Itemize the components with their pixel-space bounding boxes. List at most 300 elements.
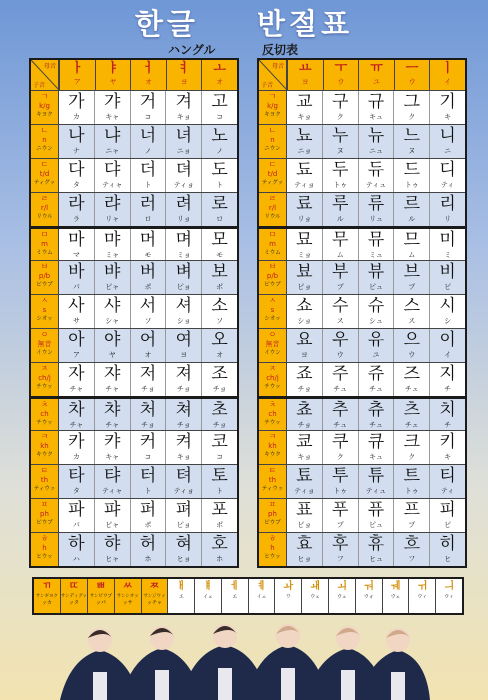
syllable-cell	[429, 431, 465, 464]
syllable-hangul: 디	[439, 160, 456, 180]
consonant-name: キウク	[264, 452, 281, 458]
syllable-katakana: チュ	[333, 421, 348, 429]
syllable-hangul: 랴	[103, 194, 121, 214]
syllable-katakana: オ	[216, 351, 224, 359]
left-syllable-row	[31, 328, 237, 362]
left-vowel-header	[59, 60, 95, 90]
syllable-katakana: ウ	[408, 351, 416, 359]
consonant-label	[259, 193, 287, 226]
syllable-hangul: 져	[175, 364, 192, 384]
syllable-hangul: 냐	[103, 126, 121, 146]
consonant-jamo: ㅇ	[268, 330, 277, 339]
syllable-cell	[94, 159, 130, 192]
syllable-katakana: ト	[216, 181, 224, 189]
syllable-hangul: 햐	[103, 534, 121, 554]
syllable-cell	[130, 431, 166, 464]
bottom-jamo: ㅢ	[444, 581, 454, 592]
bottom-jamo-cell	[60, 579, 87, 613]
syllable-hangul: 추	[331, 400, 349, 420]
syllable-cell	[322, 399, 358, 430]
syllable-cell	[201, 431, 237, 464]
vowel-jamo: ㅠ	[370, 61, 383, 76]
syllable-katakana: ポ	[144, 283, 152, 291]
syllable-katakana: ハ	[72, 555, 80, 563]
syllable-cell	[201, 533, 237, 566]
syllable-katakana: ノ	[216, 147, 224, 155]
syllable-katakana: ティュ	[365, 181, 387, 189]
syllable-hangul: 주	[331, 364, 349, 384]
syllable-hangul: 스	[403, 296, 420, 316]
syllable-cell	[287, 91, 322, 124]
syllable-hangul: 소	[211, 296, 228, 316]
right-vowel-header	[429, 60, 465, 90]
syllable-katakana: ピャ	[105, 521, 120, 529]
syllable-hangul: 도	[211, 160, 228, 180]
left-syllable-row	[31, 396, 237, 430]
consonant-name: ピウプ	[36, 282, 53, 288]
syllable-katakana: トゥ	[333, 487, 348, 495]
syllable-cell	[130, 229, 166, 260]
consonant-romanization: r/l	[40, 204, 49, 212]
consonant-label	[259, 125, 287, 158]
consonant-name: ピウプ	[264, 520, 281, 526]
bottom-jamo-cell	[408, 579, 435, 613]
consonant-label	[31, 431, 59, 464]
consonant-jamo: ㅅ	[268, 296, 277, 305]
corner-consonant-label: 子音	[33, 82, 46, 89]
syllable-hangul: 드	[403, 160, 420, 180]
left-syllable-row	[31, 498, 237, 532]
syllable-cell	[59, 159, 94, 192]
vowel-katakana: ア	[73, 78, 81, 86]
consonant-romanization: h	[42, 544, 47, 552]
syllable-hangul: 누	[331, 126, 349, 146]
consonant-label	[31, 91, 59, 124]
syllable-hangul: 하	[68, 534, 85, 554]
syllable-cell	[165, 329, 201, 362]
bottom-jamo-cell	[221, 579, 248, 613]
syllable-katakana: ミュ	[369, 251, 383, 259]
syllable-cell	[165, 431, 201, 464]
consonant-jamo: ㅊ	[40, 400, 49, 409]
consonant-jamo: ㅇ	[40, 330, 49, 339]
syllable-katakana: ロ	[144, 215, 152, 223]
syllable-katakana: パ	[72, 283, 80, 291]
syllable-katakana: イ	[444, 351, 452, 359]
consonant-romanization: kh	[268, 442, 277, 450]
syllable-hangul: 츄	[367, 400, 385, 420]
syllable-hangul: 구	[331, 92, 349, 112]
syllable-cell	[201, 329, 237, 362]
syllable-cell	[429, 499, 465, 532]
syllable-katakana: ム	[336, 251, 344, 259]
syllable-cell	[393, 159, 429, 192]
syllable-katakana: ショ	[297, 317, 312, 325]
consonant-label	[259, 229, 287, 260]
syllable-hangul: 키	[439, 432, 456, 452]
bottom-jamo-cell	[114, 579, 141, 613]
consonant-romanization: ph	[40, 510, 49, 518]
syllable-katakana: キャ	[105, 453, 120, 461]
consonant-romanization: s	[42, 306, 47, 314]
syllable-hangul: 쟈	[103, 364, 121, 384]
syllable-katakana: ミャ	[105, 251, 120, 259]
left-syllable-table	[29, 58, 239, 568]
consonant-name: キヨク	[264, 112, 281, 118]
bottom-jamo-katakana: ッチャ	[147, 600, 162, 606]
syllable-katakana: ノ	[144, 147, 152, 155]
bottom-jamo: ㅘ	[283, 581, 294, 592]
syllable-hangul: 여	[175, 330, 192, 350]
syllable-cell	[130, 295, 166, 328]
syllable-cell	[201, 125, 237, 158]
syllable-cell	[429, 295, 465, 328]
right-vowel-header	[287, 60, 323, 90]
syllable-cell	[322, 261, 358, 294]
syllable-katakana: ミ	[444, 251, 452, 259]
syllable-hangul: 탸	[103, 466, 121, 486]
syllable-hangul: 서	[139, 296, 157, 316]
syllable-katakana: リュ	[369, 215, 383, 223]
syllable-cell	[287, 533, 322, 566]
syllable-hangul: 느	[403, 126, 420, 146]
syllable-katakana: ピュ	[368, 521, 383, 529]
syllable-hangul: 크	[403, 432, 420, 452]
syllable-katakana: ティュ	[365, 487, 387, 495]
syllable-cell	[130, 499, 166, 532]
syllable-cell	[287, 159, 322, 192]
syllable-hangul: 저	[139, 364, 157, 384]
syllable-cell	[287, 261, 322, 294]
syllable-katakana: ス	[408, 317, 416, 325]
syllable-cell	[429, 159, 465, 192]
syllable-cell	[358, 363, 394, 396]
bottom-jamo-cell	[141, 579, 168, 613]
bottom-jamo-katakana: ッカ	[41, 600, 52, 606]
syllable-hangul: 리	[439, 194, 456, 214]
consonant-label	[259, 465, 287, 498]
syllable-hangul: 피	[439, 500, 456, 520]
syllable-cell	[393, 329, 429, 362]
syllable-cell	[59, 125, 94, 158]
syllable-hangul: 부	[331, 262, 349, 282]
syllable-cell	[358, 399, 394, 430]
syllable-hangul: 라	[68, 194, 85, 214]
left-corner-cell	[31, 60, 59, 90]
syllable-cell	[358, 261, 394, 294]
syllable-katakana: ポ	[144, 521, 152, 529]
syllable-katakana: トゥ	[404, 181, 419, 189]
bottom-jamo: ㅙ	[310, 581, 320, 592]
syllable-katakana: ク	[336, 113, 344, 121]
syllable-cell	[165, 465, 201, 498]
consonant-romanization: 無音	[265, 340, 280, 348]
syllable-hangul: 퓨	[367, 500, 385, 520]
left-syllable-row	[31, 294, 237, 328]
consonant-jamo: ㅍ	[40, 500, 49, 509]
syllable-cell	[287, 229, 322, 260]
syllable-hangul: 규	[367, 92, 385, 112]
bottom-jamo: ㅞ	[390, 581, 401, 592]
syllable-hangul: 먀	[103, 230, 121, 250]
syllable-hangul: 켜	[175, 432, 192, 452]
syllable-katakana: ニョ	[176, 147, 191, 155]
syllable-cell	[94, 229, 130, 260]
syllable-cell	[429, 261, 465, 294]
vowel-katakana: ユ	[372, 78, 380, 86]
right-syllable-row	[259, 124, 465, 158]
consonant-label	[31, 295, 59, 328]
left-syllable-row	[31, 430, 237, 464]
syllable-cell	[94, 533, 130, 566]
vowel-jamo: ㅣ	[441, 61, 454, 76]
consonant-romanization: ch	[268, 410, 277, 418]
syllable-hangul: 타	[68, 466, 85, 486]
syllable-hangul: 히	[439, 534, 456, 554]
syllable-katakana: ヒュ	[368, 555, 383, 563]
syllable-cell	[59, 363, 94, 396]
syllable-cell	[429, 229, 465, 260]
syllable-katakana: チョ	[141, 421, 155, 429]
left-syllable-row	[31, 124, 237, 158]
vowel-jamo: ㅛ	[299, 61, 312, 76]
syllable-cell	[165, 295, 201, 328]
syllable-katakana: ト	[144, 181, 152, 189]
syllable-katakana: モ	[144, 251, 152, 259]
syllable-katakana: ショ	[176, 317, 191, 325]
consonant-romanization: m	[269, 240, 276, 248]
consonant-jamo: ㅈ	[40, 364, 49, 373]
syllable-cell	[358, 431, 394, 464]
syllable-hangul: 듀	[367, 160, 385, 180]
syllable-cell	[358, 533, 394, 566]
syllable-katakana: トゥ	[333, 181, 348, 189]
consonant-label	[259, 499, 287, 532]
syllable-cell	[322, 159, 358, 192]
subtitle-hanzi: 反切表	[262, 43, 299, 57]
vowel-katakana: オ	[144, 78, 152, 86]
bottom-jamo-cell	[355, 579, 382, 613]
consonant-romanization: p/b	[38, 272, 51, 280]
left-syllable-row	[31, 226, 237, 260]
syllable-hangul: 벼	[175, 262, 192, 282]
consonant-name: ミウム	[36, 250, 53, 256]
syllable-cell	[130, 533, 166, 566]
syllable-cell	[59, 91, 94, 124]
consonant-label	[31, 533, 59, 566]
syllable-hangul: 갸	[103, 92, 121, 112]
right-syllable-row	[259, 294, 465, 328]
consonant-label	[259, 295, 287, 328]
syllable-cell	[322, 465, 358, 498]
consonant-name: リウル	[264, 214, 281, 220]
consonant-romanization: ph	[268, 510, 277, 518]
syllable-katakana: マ	[72, 251, 80, 259]
consonant-romanization: p/b	[266, 272, 279, 280]
left-vowel-header	[201, 60, 237, 90]
syllable-hangul: 머	[139, 230, 157, 250]
vowel-katakana: ヨ	[301, 78, 309, 86]
syllable-cell	[201, 91, 237, 124]
syllable-hangul: 나	[68, 126, 85, 146]
syllable-hangul: 그	[403, 92, 420, 112]
bottom-jamo-name: サンシオッ	[116, 594, 139, 599]
bottom-jamo-cell	[194, 579, 221, 613]
syllable-cell	[201, 399, 237, 430]
syllable-cell	[165, 125, 201, 158]
syllable-katakana: ティョ	[173, 181, 195, 189]
consonant-jamo: ㅂ	[40, 262, 49, 271]
syllable-cell	[59, 465, 94, 498]
syllable-hangul: 조	[211, 364, 228, 384]
consonant-romanization: ch	[40, 410, 49, 418]
syllable-cell	[59, 431, 94, 464]
consonant-romanization: ch/j	[38, 374, 51, 382]
left-syllable-row	[31, 192, 237, 226]
syllable-cell	[130, 159, 166, 192]
syllable-hangul: 죠	[296, 364, 313, 384]
syllable-hangul: 쇼	[296, 296, 313, 316]
consonant-label	[259, 533, 287, 566]
syllable-katakana: ラ	[72, 215, 80, 223]
right-syllable-row	[259, 464, 465, 498]
consonant-jamo: ㅅ	[40, 296, 49, 305]
syllable-katakana: ク	[408, 113, 416, 121]
left-syllable-row	[31, 532, 237, 566]
syllable-katakana: チョ	[212, 421, 227, 429]
syllable-hangul: 툐	[296, 466, 313, 486]
right-syllable-row	[259, 362, 465, 396]
syllable-cell	[429, 363, 465, 396]
bottom-jamo-cell	[167, 579, 194, 613]
right-syllable-row	[259, 90, 465, 124]
left-vowel-header-row	[31, 60, 237, 90]
syllable-cell	[94, 261, 130, 294]
vowel-katakana: ヨ	[180, 78, 188, 86]
syllable-cell	[287, 499, 322, 532]
consonant-label	[31, 363, 59, 396]
syllable-cell	[393, 465, 429, 498]
syllable-hangul: 파	[68, 500, 85, 520]
syllable-hangul: 쵸	[296, 400, 313, 420]
consonant-jamo: ㅋ	[40, 432, 49, 441]
syllable-hangul: 뷰	[367, 262, 385, 282]
syllable-cell	[393, 193, 429, 226]
consonant-label	[31, 159, 59, 192]
syllable-hangul: 뉴	[367, 126, 385, 146]
syllable-hangul: 토	[211, 466, 228, 486]
consonant-label	[259, 431, 287, 464]
syllable-katakana: ホ	[144, 555, 152, 563]
syllable-cell	[59, 229, 94, 260]
syllable-hangul: 퍼	[139, 500, 157, 520]
syllable-cell	[358, 193, 394, 226]
consonant-name: ティウッ	[261, 486, 284, 492]
syllable-cell	[201, 229, 237, 260]
bottom-jamo-name: サンギヨク	[35, 594, 59, 599]
syllable-hangul: 펴	[175, 500, 192, 520]
syllable-cell	[322, 295, 358, 328]
bottom-jamo: ㅒ	[203, 581, 213, 592]
syllable-hangul: 셔	[175, 296, 192, 316]
vowel-katakana: オ	[216, 78, 224, 86]
syllable-hangul: 미	[439, 230, 456, 250]
syllable-katakana: キョ	[297, 113, 312, 121]
consonant-jamo: ㄱ	[40, 92, 49, 101]
syllable-cell	[358, 295, 394, 328]
syllable-katakana: ヌ	[408, 147, 416, 155]
syllable-hangul: 노	[211, 126, 228, 146]
syllable-cell	[393, 261, 429, 294]
syllable-cell	[94, 363, 130, 396]
bottom-jamo-katakana: ウェ	[337, 594, 347, 600]
syllable-hangul: 후	[331, 534, 349, 554]
bottom-jamo: ㅝ	[363, 581, 374, 592]
consonant-romanization: n	[270, 136, 275, 144]
syllable-katakana: ピ	[444, 521, 452, 529]
syllable-hangul: 휴	[367, 534, 385, 554]
consonant-romanization: kh	[40, 442, 49, 450]
bottom-jamo-katakana: ッサ	[122, 600, 133, 606]
syllable-hangul: 뎌	[175, 160, 192, 180]
syllable-hangul: 교	[296, 92, 313, 112]
consonant-label	[31, 261, 59, 294]
corner-consonant-label: 子音	[261, 82, 274, 89]
right-vowel-header	[394, 60, 430, 90]
bottom-jamo: ㅆ	[122, 581, 133, 592]
consonant-name: ミウム	[264, 250, 281, 256]
syllable-hangul: 며	[175, 230, 192, 250]
syllable-hangul: 처	[139, 400, 157, 420]
syllable-cell	[287, 193, 322, 226]
syllable-cell	[94, 329, 130, 362]
bottom-jamo-cell	[435, 579, 462, 613]
syllable-katakana: ティ	[440, 487, 455, 495]
syllable-katakana: チョ	[176, 421, 191, 429]
bottom-jamo-katakana: ワ	[285, 594, 291, 600]
syllable-katakana: キ	[444, 453, 452, 461]
syllable-katakana: ホ	[216, 555, 224, 563]
syllable-hangul: 쳐	[175, 400, 192, 420]
syllable-katakana: キュ	[368, 113, 383, 121]
syllable-katakana: ティャ	[101, 487, 123, 495]
syllable-hangul: 퍄	[103, 500, 121, 520]
syllable-katakana: ム	[408, 251, 416, 259]
consonant-label	[259, 91, 287, 124]
syllable-hangul: 쿠	[331, 432, 349, 452]
syllable-hangul: 이	[439, 330, 456, 350]
syllable-hangul: 기	[439, 92, 456, 112]
syllable-katakana: シ	[444, 317, 452, 325]
bottom-jamo-cell	[382, 579, 409, 613]
syllable-cell	[393, 431, 429, 464]
consonant-romanization: n	[42, 136, 47, 144]
syllable-cell	[201, 159, 237, 192]
syllable-hangul: 두	[331, 160, 349, 180]
syllable-cell	[393, 125, 429, 158]
syllable-cell	[393, 499, 429, 532]
syllable-katakana: コ	[144, 113, 152, 121]
syllable-katakana: タ	[72, 181, 80, 189]
syllable-hangul: 포	[211, 500, 228, 520]
consonant-romanization: r/l	[268, 204, 277, 212]
syllable-katakana: チ	[444, 385, 452, 393]
syllable-hangul: 사	[68, 296, 85, 316]
right-syllable-row	[259, 158, 465, 192]
syllable-katakana: コ	[216, 453, 224, 461]
consonant-label	[31, 125, 59, 158]
syllable-katakana: リャ	[105, 215, 120, 223]
